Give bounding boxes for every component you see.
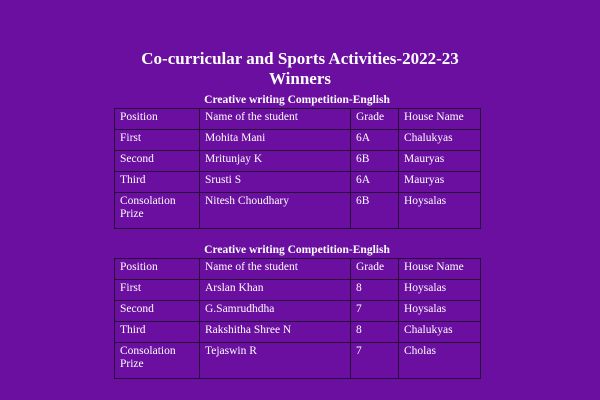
column-header: Position <box>115 109 200 130</box>
table-header-row <box>115 109 481 130</box>
column-header: Name of the student <box>200 109 351 130</box>
page-title: Co-curricular and Sports Activities-2022-23 <box>141 49 459 68</box>
winners-table <box>114 258 481 379</box>
house-cell: Mauryas <box>399 172 481 193</box>
column-header: House Name <box>399 109 481 130</box>
table-header-row <box>115 259 481 280</box>
column-header: Position <box>115 259 200 280</box>
position-cell: First <box>115 130 200 151</box>
grade-cell: 6A <box>351 130 399 151</box>
position-cell: Third <box>115 172 200 193</box>
column-header: House Name <box>399 259 481 280</box>
student-name-cell: Rakshitha Shree N <box>200 322 351 343</box>
table-row <box>115 193 481 229</box>
grade-cell: 7 <box>351 301 399 322</box>
student-name-cell: Tejaswin R <box>200 343 351 379</box>
student-name-cell: Srusti S <box>200 172 351 193</box>
house-cell: Cholas <box>399 343 481 379</box>
competition-section-1 <box>114 93 480 229</box>
position-cell: Consolation Prize <box>115 193 200 229</box>
section-heading: Creative writing Competition-English <box>204 244 390 256</box>
house-cell: Chalukyas <box>399 322 481 343</box>
house-cell: Hoysalas <box>399 193 481 229</box>
table-row <box>115 151 481 172</box>
position-cell: Second <box>115 301 200 322</box>
table-row <box>115 280 481 301</box>
competition-section-2 <box>114 243 480 379</box>
grade-cell: 6B <box>351 193 399 229</box>
table-row <box>115 343 481 379</box>
student-name-cell: Mritunjay K <box>200 151 351 172</box>
grade-cell: 8 <box>351 322 399 343</box>
winners-table <box>114 108 481 229</box>
grade-cell: 7 <box>351 343 399 379</box>
house-cell: Chalukyas <box>399 130 481 151</box>
table-row <box>115 172 481 193</box>
house-cell: Mauryas <box>399 151 481 172</box>
student-name-cell: Arslan Khan <box>200 280 351 301</box>
grade-cell: 6B <box>351 151 399 172</box>
student-name-cell: Nitesh Choudhary <box>200 193 351 229</box>
position-cell: Second <box>115 151 200 172</box>
column-header: Grade <box>351 259 399 280</box>
position-cell: Consolation Prize <box>115 343 200 379</box>
position-cell: First <box>115 280 200 301</box>
section-heading: Creative writing Competition-English <box>204 94 390 106</box>
table-row <box>115 322 481 343</box>
table-row <box>115 130 481 151</box>
house-cell: Hoysalas <box>399 280 481 301</box>
position-cell: Third <box>115 322 200 343</box>
student-name-cell: G.Samrudhdha <box>200 301 351 322</box>
grade-cell: 8 <box>351 280 399 301</box>
grade-cell: 6A <box>351 172 399 193</box>
column-header: Grade <box>351 109 399 130</box>
column-header: Name of the student <box>200 259 351 280</box>
student-name-cell: Mohita Mani <box>200 130 351 151</box>
house-cell: Hoysalas <box>399 301 481 322</box>
table-row <box>115 301 481 322</box>
page-subtitle: Winners <box>268 69 332 88</box>
